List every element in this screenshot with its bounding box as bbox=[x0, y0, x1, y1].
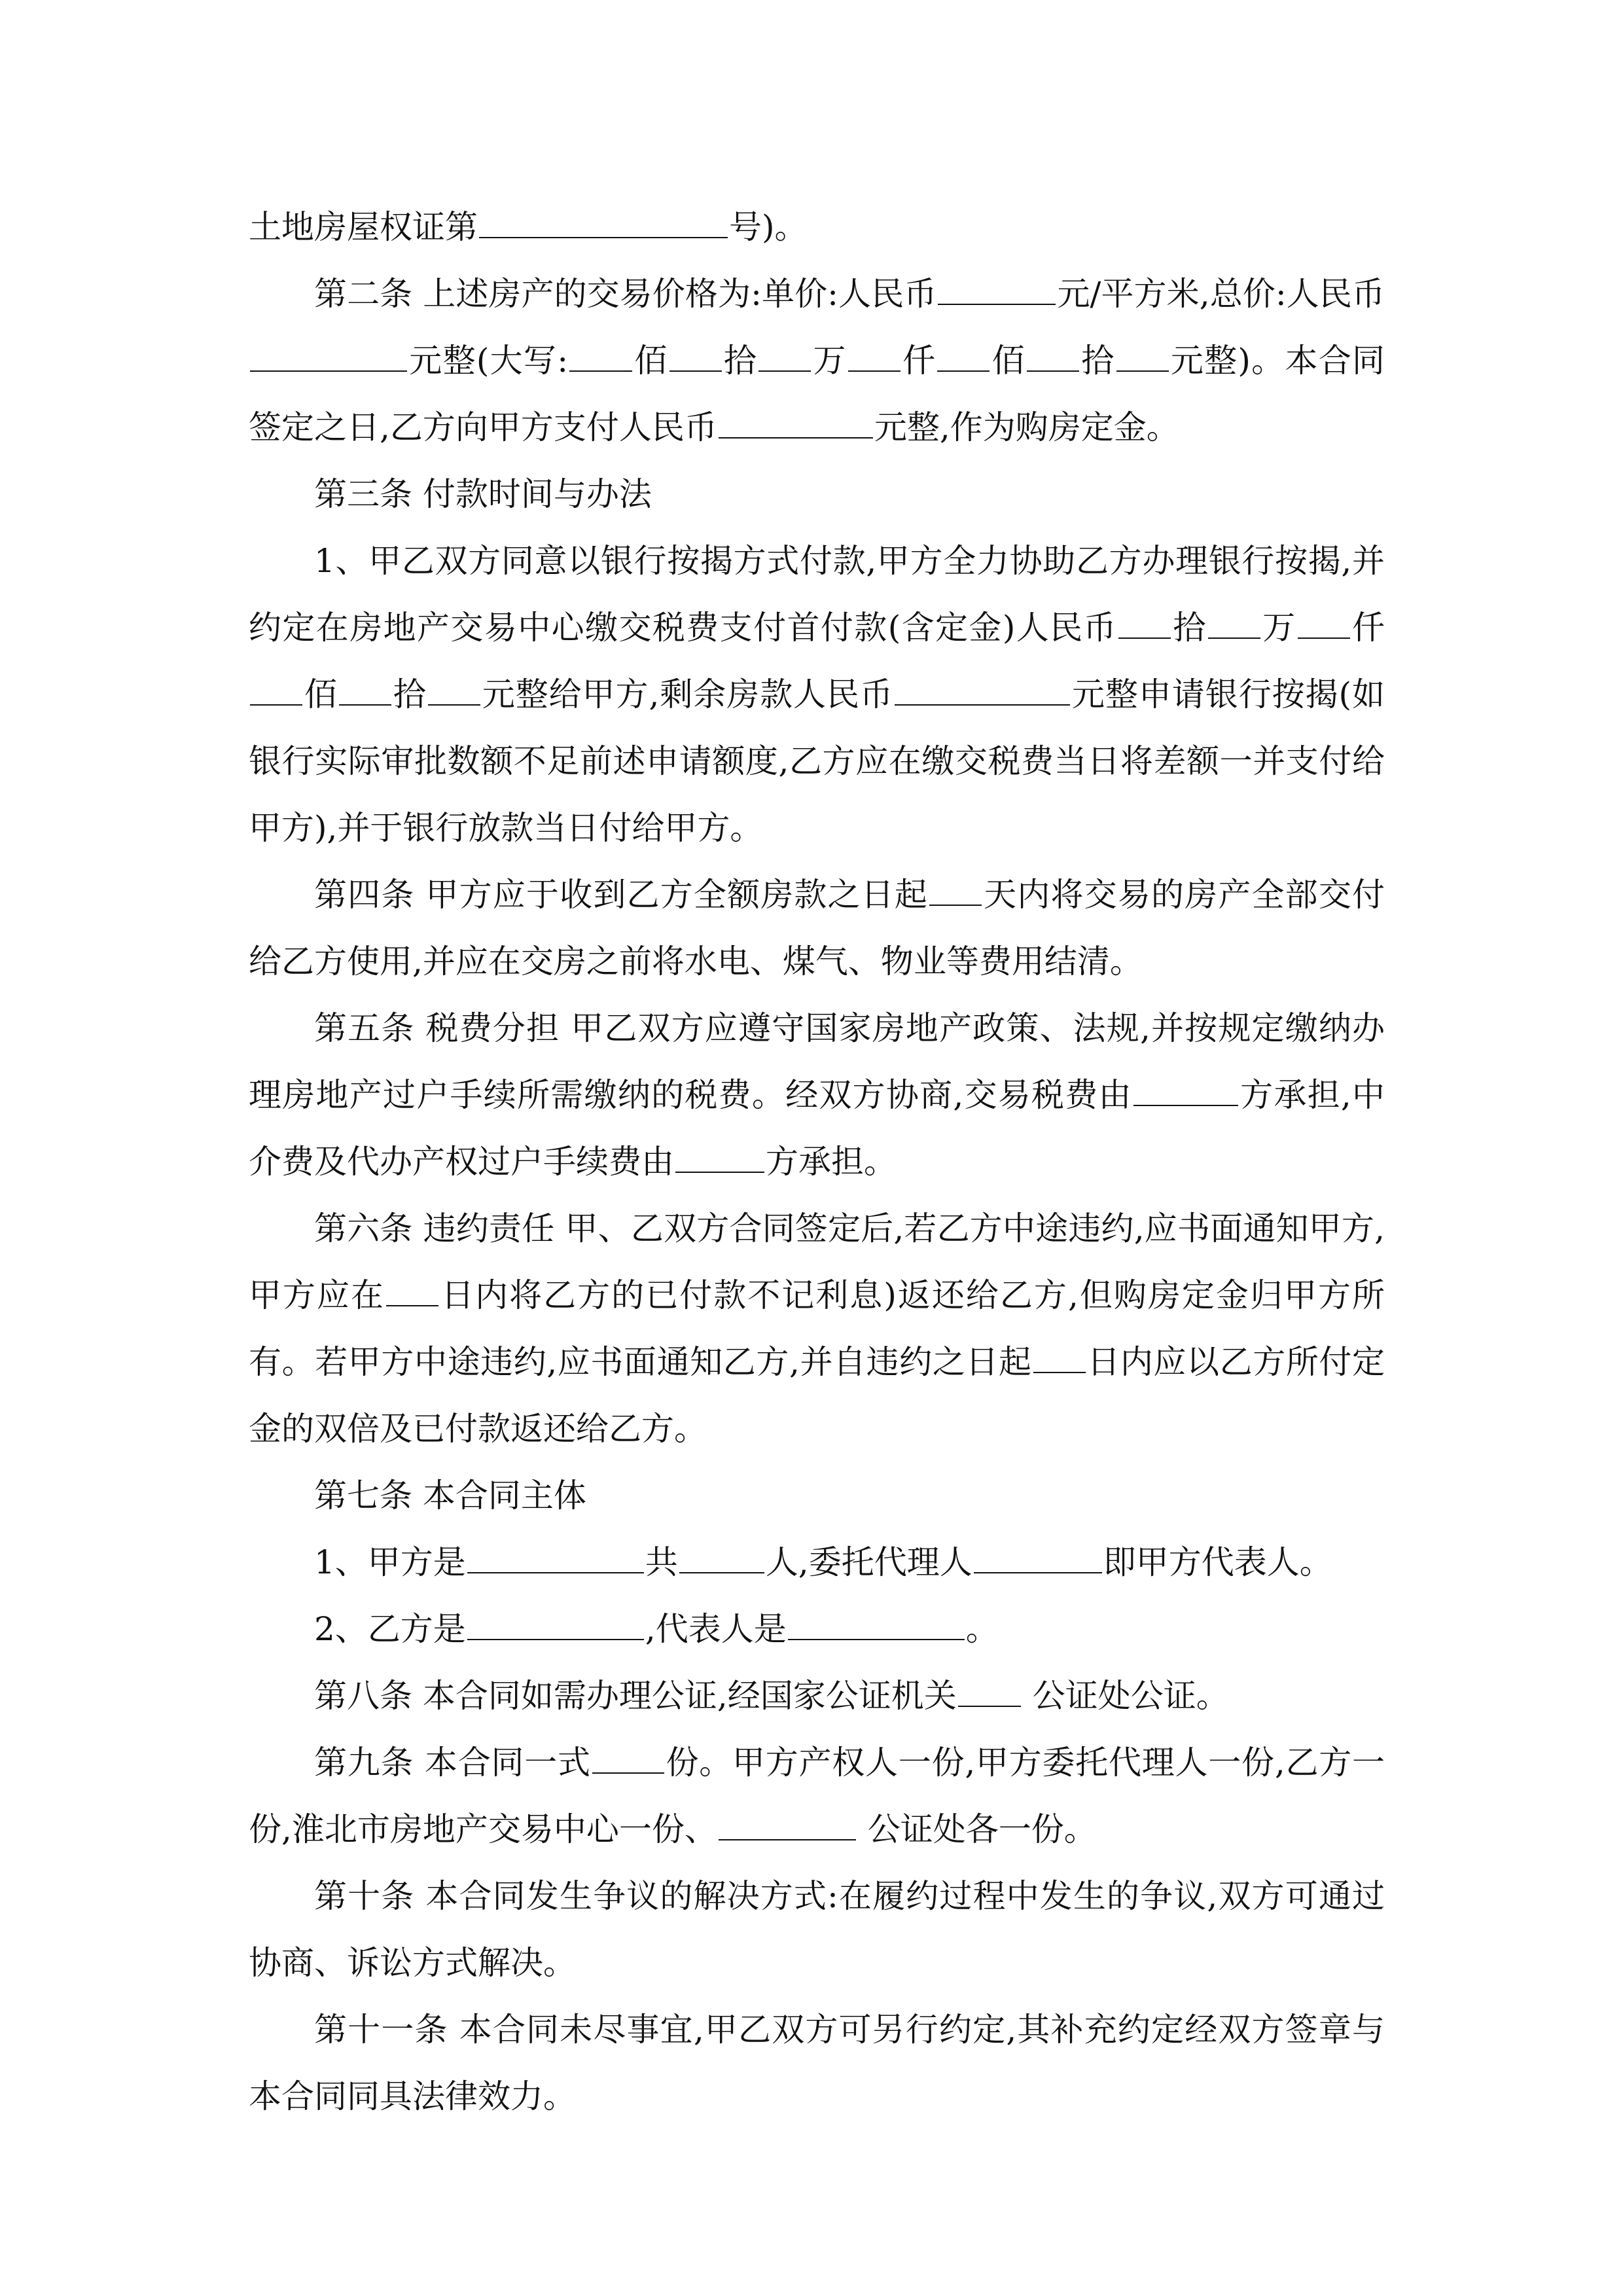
fill-in-blank[interactable] bbox=[1208, 603, 1260, 639]
text-segment: 元/平方米,总价:人民币 bbox=[1057, 275, 1385, 313]
text-segment: 佰 bbox=[991, 342, 1026, 380]
paragraph-article-9 bbox=[249, 1729, 1385, 1863]
paragraph-article-7-item-1 bbox=[249, 1529, 1385, 1596]
text-segment: 拾 bbox=[722, 342, 758, 380]
text-segment: 1、甲乙双方同意以银行按揭方式付款,甲方全力协助乙方办理银行按揭,并约定在房地产交易中心缴交税费支付首付款(含定金)人民币 bbox=[249, 542, 1385, 647]
fill-in-blank[interactable] bbox=[1116, 336, 1169, 372]
text-segment: 即甲方代表人。 bbox=[1103, 1543, 1332, 1581]
text-segment: 第四条 甲方应于收到乙方全额房款之日起 bbox=[314, 876, 929, 914]
text-segment: 第六条 违约责任 甲、乙双方合同签定后,若乙方中途违约,应书面通知甲方,甲方应在 bbox=[249, 1210, 1385, 1314]
text-segment: 方承担,中介费及代办产权过户手续费由 bbox=[249, 1076, 1385, 1181]
fill-in-blank[interactable] bbox=[758, 336, 811, 372]
text-segment: 公证处公证。 bbox=[1022, 1677, 1229, 1715]
fill-in-blank[interactable] bbox=[386, 1271, 438, 1306]
text-segment: 万 bbox=[1261, 609, 1296, 647]
text-segment: 共 bbox=[645, 1543, 678, 1581]
fill-in-blank[interactable] bbox=[788, 1605, 965, 1640]
fill-in-blank[interactable] bbox=[1133, 1071, 1238, 1106]
text-segment: 拾 bbox=[1171, 609, 1207, 647]
text-segment: 第二条 上述房产的交易价格为:单价:人民币 bbox=[314, 275, 937, 313]
fill-in-blank[interactable] bbox=[958, 1672, 1021, 1707]
paragraph-article-3-item-1 bbox=[249, 528, 1385, 861]
text-segment: 第三条 付款时间与办法 bbox=[314, 475, 652, 513]
fill-in-blank[interactable] bbox=[679, 1538, 764, 1573]
text-segment: 日内将乙方的已付款不记利息)返还给乙方,但购房定金归甲方所有。若甲方中途违约,应书面通知乙方,并自违约之日起 bbox=[249, 1276, 1385, 1381]
text-segment: 公证处各一份。 bbox=[857, 1810, 1097, 1848]
text-segment: 第十一条 本合同未尽事宜,甲乙双方可另行约定,其补充约定经双方签章与本合同同具法律效力。 bbox=[249, 2011, 1385, 2115]
paragraph-article-6 bbox=[249, 1195, 1385, 1462]
paragraph-article-3 bbox=[249, 461, 1385, 528]
paragraph-article-7-item-2 bbox=[249, 1596, 1385, 1662]
fill-in-blank[interactable] bbox=[428, 670, 480, 706]
text-segment: 第七条 本合同主体 bbox=[314, 1477, 586, 1515]
fill-in-blank[interactable] bbox=[569, 336, 632, 372]
paragraph-article-8 bbox=[249, 1662, 1385, 1729]
fill-in-blank[interactable] bbox=[719, 1805, 856, 1840]
fill-in-blank[interactable] bbox=[467, 1538, 644, 1573]
fill-in-blank[interactable] bbox=[937, 336, 990, 372]
fill-in-blank[interactable] bbox=[479, 203, 728, 238]
fill-in-blank[interactable] bbox=[1298, 603, 1350, 639]
text-segment: 第五条 税费分担 甲乙双方应遵守国家房地产政策、法规,并按规定缴纳办理房地产过户手续所需缴纳的税费。经双方协商,交易税费由 bbox=[249, 1009, 1385, 1114]
text-segment: 份。甲方产权人一份,甲方委托代理人一份,乙方一份,淮北市房地产交易中心一份、 bbox=[249, 1744, 1385, 1848]
text-segment: 佰 bbox=[633, 342, 668, 380]
text-segment: 日内应以乙方所付定金的双倍及已付款返还给乙方。 bbox=[249, 1343, 1385, 1448]
fill-in-blank[interactable] bbox=[250, 336, 407, 372]
text-segment: 第八条 本合同如需办理公证,经国家公证机关 bbox=[314, 1677, 957, 1715]
fill-in-blank[interactable] bbox=[929, 870, 982, 906]
fill-in-blank[interactable] bbox=[339, 670, 391, 706]
text-segment: 拾 bbox=[1080, 342, 1115, 380]
text-segment: 号)。 bbox=[729, 208, 808, 246]
fill-in-blank[interactable] bbox=[974, 1538, 1102, 1573]
fill-in-blank[interactable] bbox=[719, 403, 873, 439]
text-segment: 土地房屋权证第 bbox=[249, 208, 478, 246]
fill-in-blank[interactable] bbox=[675, 1138, 764, 1173]
paragraph-title-deed bbox=[249, 194, 1385, 260]
text-segment: 元整(大写: bbox=[408, 342, 569, 380]
text-segment: 1、甲方是 bbox=[314, 1543, 466, 1581]
text-segment: 万 bbox=[812, 342, 847, 380]
text-segment: ,代表人是 bbox=[645, 1610, 787, 1648]
text-segment: 。 bbox=[965, 1610, 999, 1648]
paragraph-article-10 bbox=[249, 1863, 1385, 1996]
text-segment: 仟 bbox=[1351, 609, 1385, 647]
paragraph-article-5 bbox=[249, 995, 1385, 1195]
text-segment: 佰 bbox=[304, 675, 338, 713]
fill-in-blank[interactable] bbox=[592, 1738, 664, 1774]
text-segment: 元整给甲方,剩余房款人民币 bbox=[481, 675, 893, 713]
fill-in-blank[interactable] bbox=[669, 336, 722, 372]
text-segment: 元整)。本合同签定之日,乙方向甲方支付人民币 bbox=[249, 342, 1385, 446]
text-segment: 拾 bbox=[392, 675, 427, 713]
text-segment: 2、乙方是 bbox=[314, 1610, 466, 1648]
fill-in-blank[interactable] bbox=[467, 1605, 644, 1640]
fill-in-blank[interactable] bbox=[1118, 603, 1171, 639]
fill-in-blank[interactable] bbox=[895, 670, 1070, 706]
fill-in-blank[interactable] bbox=[938, 270, 1056, 305]
paragraph-article-2 bbox=[249, 260, 1385, 461]
text-segment: 元整申请银行按揭(如银行实际审批数额不足前述申请额度,乙方应在缴交税费当日将差额一并支付给甲方),并于银行放款当日付给甲方。 bbox=[249, 675, 1385, 847]
contract-body bbox=[249, 194, 1385, 2130]
fill-in-blank[interactable] bbox=[250, 670, 302, 706]
fill-in-blank[interactable] bbox=[1027, 336, 1079, 372]
fill-in-blank[interactable] bbox=[848, 336, 901, 372]
text-segment: 人,委托代理人 bbox=[765, 1543, 972, 1581]
paragraph-article-11 bbox=[249, 1996, 1385, 2130]
paragraph-article-7 bbox=[249, 1462, 1385, 1529]
text-segment: 仟 bbox=[901, 342, 936, 380]
text-segment: 元整,作为购房定金。 bbox=[874, 408, 1179, 446]
text-segment: 方承担。 bbox=[766, 1143, 897, 1181]
fill-in-blank[interactable] bbox=[1033, 1338, 1086, 1373]
text-segment: 天内将交易的房产全部交付给乙方使用,并应在交房之前将水电、煤气、物业等费用结清。 bbox=[249, 876, 1385, 980]
text-segment: 第九条 本合同一式 bbox=[314, 1744, 591, 1782]
text-segment: 第十条 本合同发生争议的解决方式:在履约过程中发生的争议,双方可通过协商、诉讼方式解决。 bbox=[249, 1877, 1385, 1982]
paragraph-article-4 bbox=[249, 861, 1385, 995]
